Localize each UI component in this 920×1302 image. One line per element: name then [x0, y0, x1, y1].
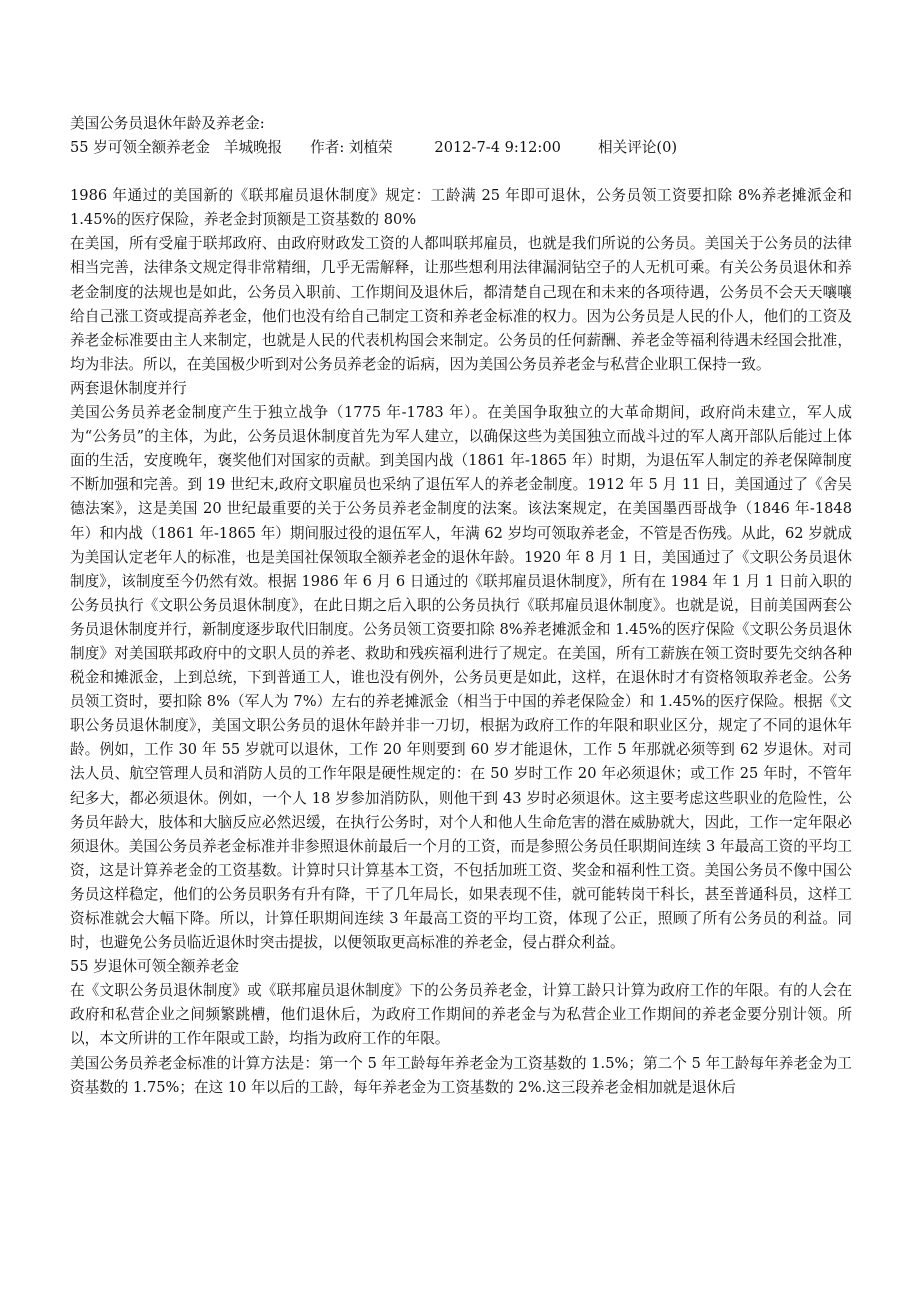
article-subtitle: 55 岁可领全额养老金	[70, 139, 210, 157]
article-meta	[70, 136, 852, 160]
comments-link[interactable]: 相关评论(0)	[598, 139, 678, 157]
spacer	[70, 160, 852, 184]
paragraph-body: 美国公务员养老金标准的计算方法是：第一个 5 年工龄每年养老金为工资基数的 1.5%；第二个 5 年工龄每年养老金为工资基数的 1.75%；在这 10 年以后的工龄，每年养老金为工资基数的 2%.这三段养老金相加就是退休后	[70, 1054, 852, 1096]
document-title: 美国公务员退休年龄及养老金:	[70, 115, 265, 132]
paragraph-intro: 1986 年通过的美国新的《联邦雇员退休制度》规定：工龄满 25 年即可退休，公务员领工资要扣除 8%养老摊派金和 1.45%的医疗保险，养老金封顶额是工资基数的 80%	[70, 187, 852, 229]
section-heading: 55 岁退休可领全额养老金	[70, 958, 240, 976]
article-datetime: 2012-7-4 9:12:00	[434, 139, 561, 157]
article-source: 羊城晚报	[223, 139, 283, 157]
section-heading: 两套退休制度并行	[70, 379, 187, 397]
paragraph-body: 在《文职公务员退休制度》或《联邦雇员退休制度》下的公务员养老金，计算工龄只计算为政府工作的年限。有的人会在政府和私营企业之间频繁跳槽，他们退休后，为政府工作期间的养老金与为私营企业工作期间的养老金要分别计领。所以，本文所讲的工作年限或工龄，均指为政府工作的年限。	[70, 982, 852, 1048]
paragraph-body: 美国公务员养老金制度产生于独立战争（1775 年-1783 年）。在美国争取独立的大革命期间，政府尚未建立，军人成为“公务员”的主体，为此，公务员退休制度首先为军人建立，以确保这些为美国独立而战斗过的军人离开部队后能过上体面的生活，安度晚年，褒奖他们对国家的贡献。到美国内战（1861 年-1865 年）时期，为退伍军人制定的养老保障制度不断加强和完善。到 19 世纪末,政府文职雇员也采纳了退伍军人的养老金制度。1912 年 5 月 11 日，美国通过了《舍吴德法案》，这是美国 20 世纪最重要的关于公务员养老金制度的法案。该法案规定，在美国墨西哥战争（1846 年-1848 年）和内战（1861 年-1865 年）期间服过役的退伍军人，年满 62 岁均可领取养老金，不管是否伤残。从此，62 岁就成为美国认定老年人的标准，也是美国社保领取全额养老金的退休年龄。1920 年 8 月 1 日，美国通过了《文职公务员退休制度》，该制度至今仍然有效。根据 1986 年 6 月 6 日通过的《联邦雇员退休制度》，所有在 1984 年 1 月 1 日前入职的公务员执行《文职公务员退休制度》，在此日期之后入职的公务员执行《联邦雇员退休制度》。也就是说，目前美国两套公务员退休制度并行，新制度逐步取代旧制度。公务员领工资要扣除 8%养老摊派金和 1.45%的医疗保险《文职公务员退休制度》对美国联邦政府中的文职人员的养老、救助和残疾福利进行了规定。在美国，所有工薪族在领工资时要先交纳各种税金和摊派金，上到总统，下到普通工人，谁也没有例外，公务员更是如此，这样，在退休时才有资格领取养老金。公务员领工资时，要扣除 8%（军人为 7%）左右的养老摊派金（相当于中国的养老保险金）和 1.45%的医疗保险。根据《文职公务员退休制度》，美国文职公务员的退休年龄并非一刀切，根据为政府工作的年限和职业区分，规定了不同的退休年龄。例如，工作 30 年 55 岁就可以退休，工作 20 年则要到 60 岁才能退休，工作 5 年那就必须等到 62 岁退休。对司法人员、航空管理人员和消防人员的工作年限是硬性规定的：在 50 岁时工作 20 年必须退休；或工作 25 年时，不管年纪多大，都必须退休。例如，一个人 18 岁参加消防队，则他干到 43 岁时必须退休。这主要考虑这些职业的危险性，公务员年龄大，肢体和大脑反应必然迟缓，在执行公务时，对个人和他人生命危害的潜在威胁就大，因此，工作一定年限必须退休。美国公务员养老金标准并非参照退休前最后一个月的工资，而是参照公务员任职期间连续 3 年最高工资的平均工资，这是计算养老金的工资基数。计算时只计算基本工资，不包括加班工资、奖金和福利性工资。美国公务员不像中国公务员这样稳定，他们的公务员职务有升有降，干了几年局长，如果表现不佳，就可能转岗干科长，甚至普通科员，这样工资标准就会大幅下降。所以，计算任职期间连续 3 年最高工资的平均工资，体现了公正，照顾了所有公务员的利益。同时，也避免公务员临近退休时突击提拔，以便领取更高标准的养老金，侵占群众利益。	[70, 404, 852, 952]
paragraph-body: 在美国，所有受雇于联邦政府、由政府财政发工资的人都叫联邦雇员，也就是我们所说的公务员。美国关于公务员的法律相当完善，法律条文规定得非常精细，几乎无需解释，让那些想利用法律漏洞钻空子的人无机可乘。有关公务员退休和养老金制度的法规也是如此，公务员入职前、工作期间及退休后，都清楚自己现在和未来的各项待遇，公务员不会天天嚷嚷给自己涨工资或提高养老金，他们也没有给自己制定工资和养老金标准的权力。因为公务员是人民的仆人，他们的工资及养老金标准要由主人来制定，也就是人民的代表机构国会来制定。公务员的任何薪酬、养老金等福利待遇未经国会批准，均为非法。所以，在美国极少听到对公务员养老金的诟病，因为美国公务员养老金与私营企业职工保持一致。	[70, 235, 852, 373]
article-author: 作者: 刘植荣	[310, 139, 393, 157]
document-page	[70, 112, 852, 1100]
